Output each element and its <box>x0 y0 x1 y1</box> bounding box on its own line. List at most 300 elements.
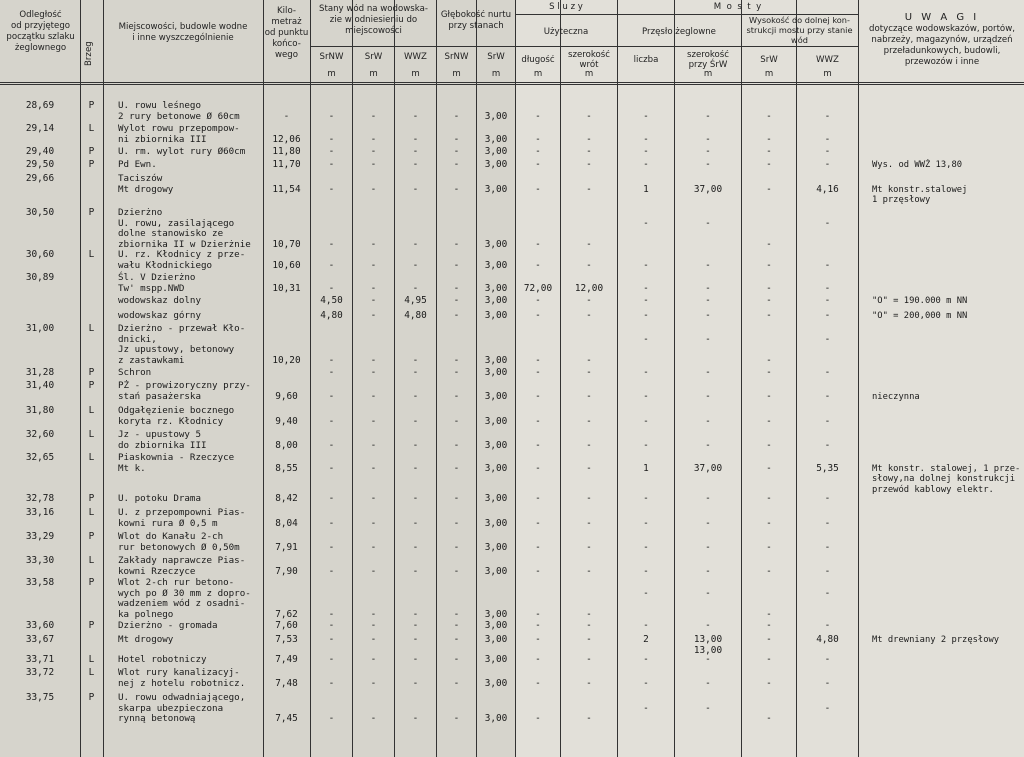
cell-g2: 3,00 <box>484 295 508 306</box>
cell-d: 31,80 <box>25 405 55 416</box>
cell-c: - <box>643 565 649 577</box>
cell-s3: - <box>412 565 419 577</box>
cell-s1: - <box>328 517 335 529</box>
cell-k: 7,62 <box>275 608 298 620</box>
cell-l1: - <box>535 110 541 122</box>
cell-h2: - <box>824 439 831 451</box>
cell-p: Dzierżno U. rowu, zasilającego dolne stanowisko ze zbiornika II w Dzierżnie <box>118 207 251 250</box>
cell-s2: - <box>370 493 377 504</box>
cell-l2: - <box>586 608 592 620</box>
cell-b: P <box>88 577 95 588</box>
cell-w: 13,00 13,00 <box>693 634 723 656</box>
cell-g2: 3,00 <box>484 565 508 577</box>
cell-h2: - <box>824 310 831 321</box>
cell-s2: - <box>370 415 377 427</box>
cell-d: 33,58 <box>25 577 55 588</box>
cell-d: 33,30 <box>25 555 55 566</box>
cell-b: P <box>88 146 95 157</box>
cell-h1: - <box>766 146 772 157</box>
cell-h1: - <box>766 295 772 306</box>
cell-p: Zakłady naprawcze Pias- kowni Rzeczyce <box>118 555 246 577</box>
cell-p: Wlot do Kanału 2-ch rur betonowych Ø 0,50m <box>118 531 240 553</box>
cell-h1: - <box>766 133 772 145</box>
cell-s2: - <box>370 259 377 271</box>
cell-s2: - <box>370 390 377 402</box>
cell-s3: - <box>412 146 419 157</box>
cell-g1: - <box>453 367 460 378</box>
cell-c: - <box>643 390 649 402</box>
cell-h2: - <box>824 367 831 378</box>
cell-d: 33,71 <box>25 654 55 665</box>
cell-s2: - <box>370 541 377 553</box>
cell-s1: - <box>328 608 335 620</box>
header-srw3: ŚrW <box>760 55 778 65</box>
cell-g1: - <box>453 608 460 620</box>
cell-d: 32,78 <box>25 493 55 504</box>
cell-g2: 3,00 <box>484 110 508 122</box>
cell-h2: - <box>824 217 831 229</box>
cell-s2: - <box>370 110 377 122</box>
cell-h2: - <box>824 493 831 504</box>
cell-w: - <box>705 415 711 427</box>
cell-k: 8,55 <box>275 462 298 474</box>
cell-d: 33,60 <box>25 620 55 631</box>
cell-g2: 3,00 <box>484 493 508 504</box>
cell-l1: - <box>535 238 541 250</box>
cell-b: P <box>88 100 95 111</box>
cell-b: P <box>88 380 95 391</box>
cell-g2: 3,00 <box>484 282 508 294</box>
cell-l1: - <box>535 654 541 665</box>
cell-s2: - <box>370 282 377 294</box>
cell-s1: - <box>328 146 335 157</box>
cell-c: - <box>643 146 649 157</box>
cell-l2: - <box>586 310 592 321</box>
cell-h1: - <box>766 259 772 271</box>
unit-m: m <box>533 69 543 79</box>
header-srw: ŚrW <box>364 52 383 62</box>
unit-m: m <box>764 69 774 79</box>
cell-h2: - <box>824 133 831 145</box>
header-locks: Ś l u z y <box>549 2 583 12</box>
cell-s3: - <box>412 133 419 145</box>
cell-g2: 3,00 <box>484 439 508 451</box>
header-line <box>310 46 516 47</box>
cell-w: - <box>705 654 711 665</box>
cell-h1: - <box>766 608 772 620</box>
cell-p: Dzierżno - gromada <box>118 620 218 631</box>
cell-p: Odgałęzienie bocznego koryta rz. Kłodnicy <box>118 405 235 427</box>
cell-s2: - <box>370 133 377 145</box>
cell-g1: - <box>453 390 460 402</box>
cell-c: - <box>643 367 649 378</box>
cell-w: - <box>705 493 711 504</box>
cell-s1: - <box>328 541 335 553</box>
cell-b: L <box>88 555 95 566</box>
unit-m: m <box>369 69 378 79</box>
cell-c: 2 <box>643 634 649 645</box>
cell-l2: - <box>586 390 592 402</box>
cell-g1: - <box>453 146 460 157</box>
cell-h1: - <box>766 415 772 427</box>
cell-g2: 3,00 <box>484 415 508 427</box>
cell-w: - <box>705 517 711 529</box>
cell-h2: - <box>824 159 831 170</box>
cell-s3: - <box>412 654 419 665</box>
cell-w: - <box>705 310 711 321</box>
cell-g1: - <box>453 282 460 294</box>
header-span-width: szerokość przy ŚrW <box>686 50 729 70</box>
cell-h2: - <box>824 259 831 271</box>
unit-m: m <box>327 69 336 79</box>
col-line <box>103 0 104 757</box>
cell-h2: - <box>824 654 831 665</box>
cell-w: - <box>705 133 711 145</box>
cell-d: 33,72 <box>25 667 55 678</box>
cell-g1: - <box>453 493 460 504</box>
cell-s3: - <box>412 110 419 122</box>
cell-b: P <box>88 207 95 218</box>
cell-h2: - <box>824 146 831 157</box>
cell-h1: - <box>766 462 772 474</box>
cell-d: 33,16 <box>25 507 55 518</box>
cell-w: - <box>705 702 711 714</box>
cell-h1: - <box>766 354 772 366</box>
cell-p: U. z przepompowni Pias- kowni rura Ø 0,5 m <box>118 507 246 529</box>
cell-b: P <box>88 367 95 378</box>
cell-l2: 12,00 <box>574 282 604 294</box>
cell-l2: - <box>586 620 592 631</box>
cell-s1: - <box>328 439 335 451</box>
cell-s2: - <box>370 517 377 529</box>
cell-c: - <box>643 110 649 122</box>
cell-l2: - <box>586 541 592 553</box>
cell-s2: - <box>370 295 377 306</box>
cell-g2: 3,00 <box>484 354 508 366</box>
cell-s1: - <box>328 462 335 474</box>
cell-h2: 4,16 <box>816 183 839 195</box>
header-srw2: ŚrW <box>487 52 505 62</box>
cell-d: 32,60 <box>25 429 55 440</box>
cell-g1: - <box>453 259 460 271</box>
cell-p: U. rowu odwadniającego, skarpa ubezpieczona rynną betonową <box>118 692 246 725</box>
cell-w: - <box>705 333 711 345</box>
cell-c: - <box>643 295 649 306</box>
cell-s3: 4,95 <box>404 295 427 306</box>
cell-g1: - <box>453 517 460 529</box>
cell-s1: - <box>328 713 335 725</box>
cell-h2: - <box>824 282 831 294</box>
cell-l1: - <box>535 159 541 170</box>
cell-l1: 72,00 <box>523 282 553 294</box>
cell-b: L <box>88 123 95 134</box>
cell-w: - <box>705 110 711 122</box>
cell-h1: - <box>766 282 772 294</box>
cell-s2: - <box>370 310 377 321</box>
cell-s1: - <box>328 367 335 378</box>
cell-g1: - <box>453 677 460 689</box>
cell-s3: - <box>412 259 419 271</box>
unit-m: m <box>491 69 501 79</box>
cell-l1: - <box>535 367 541 378</box>
unit-m: m <box>584 69 594 79</box>
cell-l2: - <box>586 634 592 645</box>
header-wwz: WWŻ <box>404 52 427 62</box>
cell-g1: - <box>453 354 460 366</box>
cell-d: 30,89 <box>25 272 55 283</box>
cell-p: Jz - upustowy 5 do zbiornika III <box>118 429 207 451</box>
cell-h2: - <box>824 517 831 529</box>
cell-s1: - <box>328 415 335 427</box>
cell-k: 7,49 <box>275 654 298 665</box>
cell-h2: - <box>824 295 831 306</box>
cell-s1: - <box>328 354 335 366</box>
cell-l1: - <box>535 677 541 689</box>
cell-k: 11,54 <box>272 183 301 195</box>
header-srnw: ŚrNW <box>319 52 344 62</box>
cell-l1: - <box>535 439 541 451</box>
header-count: liczba <box>633 55 659 65</box>
cell-h1: - <box>766 110 772 122</box>
cell-p: Dzierżno - przewał Kło- dnicki, Jz upustowy, betonowy z zastawkami <box>118 323 246 366</box>
header-span: Przęsło żeglowne <box>642 27 716 37</box>
cell-s2: - <box>370 620 377 631</box>
cell-p: Mt drogowy <box>118 634 174 645</box>
cell-s1: - <box>328 654 335 665</box>
cell-p: PŻ - prowizoryczny przy- stań pasażerska <box>118 380 251 402</box>
cell-l2: - <box>586 493 592 504</box>
cell-p: Schron <box>118 367 152 378</box>
cell-s2: - <box>370 654 377 665</box>
cell-l2: - <box>586 565 592 577</box>
cell-p: U. potoku Drama <box>118 493 201 504</box>
cell-k: 7,45 <box>275 713 298 725</box>
cell-g1: - <box>453 310 460 321</box>
cell-s2: - <box>370 565 377 577</box>
cell-l1: - <box>535 310 541 321</box>
cell-l2: - <box>586 415 592 427</box>
cell-s3: - <box>412 159 419 170</box>
cell-g2: 3,00 <box>484 159 508 170</box>
cell-s1: - <box>328 282 335 294</box>
header-remarks-title: U W A G I <box>904 12 980 23</box>
cell-c: - <box>643 333 649 345</box>
cell-s3: - <box>412 541 419 553</box>
cell-g1: - <box>453 110 460 122</box>
cell-k: 10,60 <box>272 259 301 271</box>
cell-h1: - <box>766 159 772 170</box>
cell-r: "O" = 190.000 m NN <box>872 296 968 306</box>
cell-k: 12,06 <box>272 133 301 145</box>
cell-c: - <box>643 620 649 631</box>
cell-w: - <box>705 541 711 553</box>
cell-s3: - <box>412 354 419 366</box>
cell-g2: 3,00 <box>484 608 508 620</box>
cell-g2: 3,00 <box>484 310 508 321</box>
cell-w: - <box>705 390 711 402</box>
cell-s3: - <box>412 634 419 645</box>
cell-s3: - <box>412 439 419 451</box>
cell-h2: - <box>824 541 831 553</box>
cell-l2: - <box>586 238 592 250</box>
cell-l2: - <box>586 677 592 689</box>
cell-s1: 4,50 <box>320 295 343 306</box>
header-locks-useful: Użyteczna <box>543 27 589 37</box>
header-km: Kilo- metraż od punktu końco- wego <box>264 6 309 60</box>
cell-p: Wylot rowu przepompow- ni zbiornika III <box>118 123 240 145</box>
cell-p: Wlot rury kanalizacyj- nej z hotelu robotnicz. <box>118 667 246 689</box>
cell-b: P <box>88 692 95 703</box>
header-bridges: M o s t y <box>713 2 762 12</box>
cell-h1: - <box>766 310 772 321</box>
cell-s2: - <box>370 183 377 195</box>
cell-g2: 3,00 <box>484 517 508 529</box>
cell-l1: - <box>535 462 541 474</box>
cell-s3: - <box>412 677 419 689</box>
cell-s2: - <box>370 159 377 170</box>
cell-l2: - <box>586 654 592 665</box>
cell-g2: 3,00 <box>484 146 508 157</box>
cell-d: 29,14 <box>25 123 55 134</box>
cell-g2: 3,00 <box>484 367 508 378</box>
cell-c: - <box>643 415 649 427</box>
cell-l2: - <box>586 159 592 170</box>
cell-l1: - <box>535 415 541 427</box>
cell-w: - <box>705 282 711 294</box>
cell-r: Wys. od WWŻ 13,80 <box>872 160 963 170</box>
cell-s1: 4,80 <box>320 310 343 321</box>
cell-l1: - <box>535 390 541 402</box>
cell-g1: - <box>453 133 460 145</box>
cell-w: - <box>705 620 711 631</box>
cell-c: - <box>643 517 649 529</box>
header-bank: Brzeg <box>84 41 94 67</box>
cell-k: - <box>283 110 290 122</box>
cell-s3: - <box>412 367 419 378</box>
cell-g2: 3,00 <box>484 259 508 271</box>
cell-h2: - <box>824 110 831 122</box>
cell-k: 9,60 <box>275 390 298 402</box>
cell-c: - <box>643 439 649 451</box>
cell-g1: - <box>453 183 460 195</box>
cell-g2: 3,00 <box>484 620 508 631</box>
cell-g1: - <box>453 654 460 665</box>
cell-s1: - <box>328 620 335 631</box>
cell-c: - <box>643 133 649 145</box>
cell-h1: - <box>766 367 772 378</box>
cell-g1: - <box>453 620 460 631</box>
cell-s3: - <box>412 713 419 725</box>
cell-s1: - <box>328 390 335 402</box>
cell-w: - <box>705 677 711 689</box>
header-gate-width: szerokość wrót <box>567 50 610 70</box>
unit-m: m <box>823 69 832 79</box>
cell-g2: 3,00 <box>484 238 508 250</box>
cell-s3: - <box>412 493 419 504</box>
cell-h1: - <box>766 713 772 725</box>
cell-k: 7,90 <box>275 565 298 577</box>
cell-g1: - <box>453 238 460 250</box>
cell-g2: 3,00 <box>484 654 508 665</box>
cell-l2: - <box>586 367 592 378</box>
cell-d: 31,00 <box>25 323 55 334</box>
cell-p: Piaskownia - Rzeczyce Mt k. <box>118 452 235 474</box>
cell-c: 1 <box>643 183 649 195</box>
cell-l2: - <box>586 146 592 157</box>
cell-b: P <box>88 620 95 631</box>
cell-p: U. rz. Kłodnicy z prze- wału Kłodnickiego <box>118 249 246 271</box>
cell-w: - <box>705 295 711 306</box>
cell-k: 8,00 <box>275 439 298 451</box>
cell-d: 29,40 <box>25 146 55 157</box>
cell-l1: - <box>535 133 541 145</box>
cell-s2: - <box>370 146 377 157</box>
cell-l2: - <box>586 110 592 122</box>
cell-l2: - <box>586 133 592 145</box>
cell-w: - <box>705 146 711 157</box>
cell-s1: - <box>328 677 335 689</box>
cell-h1: - <box>766 634 772 645</box>
cell-c: - <box>643 259 649 271</box>
cell-l1: - <box>535 259 541 271</box>
cell-h2: - <box>824 333 831 345</box>
cell-h1: - <box>766 541 772 553</box>
cell-h2: - <box>824 677 831 689</box>
cell-w: - <box>705 565 711 577</box>
cell-g2: 3,00 <box>484 541 508 553</box>
cell-k: 7,91 <box>275 541 298 553</box>
cell-w: - <box>705 259 711 271</box>
cell-c: - <box>643 159 649 170</box>
cell-r: "O" = 200,000 m NN <box>872 311 968 321</box>
cell-c: - <box>643 654 649 665</box>
cell-h2: - <box>824 702 831 714</box>
cell-l1: - <box>535 354 541 366</box>
cell-d: 28,69 <box>25 100 55 111</box>
cell-s3: - <box>412 620 419 631</box>
cell-c: - <box>643 702 649 714</box>
cell-s1: - <box>328 110 335 122</box>
cell-r: Mt konstr.stalowej 1 przęsłowy <box>872 184 968 206</box>
cell-l1: - <box>535 620 541 631</box>
cell-b: L <box>88 654 95 665</box>
cell-h2: 4,80 <box>816 634 839 645</box>
col-line <box>858 0 859 757</box>
cell-h1: - <box>766 654 772 665</box>
header-distance: Odległość od przyjętego początku szlaku żeglownego <box>6 10 75 53</box>
cell-p: wodowskaz górny <box>118 310 201 321</box>
cell-l2: - <box>586 295 592 306</box>
cell-b: L <box>88 249 95 260</box>
cell-d: 31,40 <box>25 380 55 391</box>
cell-h1: - <box>766 517 772 529</box>
cell-h2: - <box>824 415 831 427</box>
cell-r: nieczynna <box>872 391 920 402</box>
cell-d: 33,67 <box>25 634 55 645</box>
cell-d: 29,50 <box>25 159 55 170</box>
cell-k: 10,31 <box>272 282 301 294</box>
cell-s3: - <box>412 517 419 529</box>
cell-l1: - <box>535 565 541 577</box>
header-remarks-sub: dotyczące wodowskazów, portów, nabrzeży, magazynów, urządzeń przeładunkowych, budowli, przewozów i inne <box>869 24 1015 67</box>
cell-b: P <box>88 493 95 504</box>
cell-l1: - <box>535 146 541 157</box>
cell-b: L <box>88 452 95 463</box>
cell-l1: - <box>535 541 541 553</box>
cell-h2: - <box>824 587 831 599</box>
cell-s1: - <box>328 493 335 504</box>
cell-p: Hotel robotniczy <box>118 654 207 665</box>
